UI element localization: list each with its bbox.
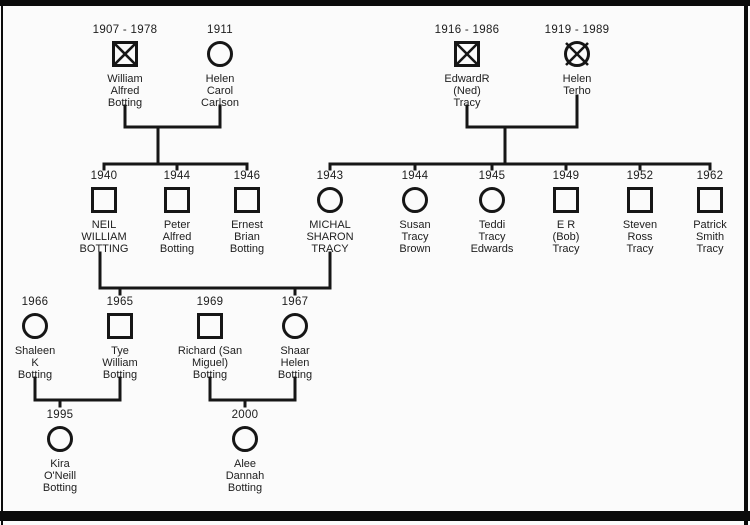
birth-year: 1946 (233, 170, 261, 182)
birth-year: 1916 - 1986 (434, 24, 500, 36)
birth-year: 1949 (552, 170, 580, 182)
scan-border-left (1, 0, 3, 525)
deceased-x-icon (564, 41, 590, 67)
person-ernest-botting (199, 170, 295, 255)
birth-year: 1962 (696, 170, 724, 182)
female-symbol-icon (22, 313, 48, 339)
male-deceased-symbol-icon (112, 41, 138, 67)
birth-year: 1995 (46, 409, 74, 421)
person-richard-botting (162, 296, 258, 381)
person-name: Shaar Helen Botting (277, 345, 313, 381)
symbol-wrap (0, 309, 83, 343)
male-symbol-icon (627, 187, 653, 213)
birth-year: 1945 (478, 170, 506, 182)
symbol-wrap (199, 183, 295, 217)
deceased-x-icon (112, 41, 138, 67)
person-name: MICHAL SHARON TRACY (306, 219, 354, 255)
scan-border-right (744, 0, 748, 525)
scan-border-bottom (0, 511, 750, 521)
birth-year: 1952 (626, 170, 654, 182)
birth-year: 1967 (281, 296, 309, 308)
male-symbol-icon (553, 187, 579, 213)
person-name: Patrick Smith Tracy (693, 219, 727, 255)
symbol-wrap (172, 37, 268, 71)
person-name: Helen Carol Carlson (201, 73, 239, 109)
birth-year: 1940 (90, 170, 118, 182)
birth-year: 1944 (401, 170, 429, 182)
male-symbol-icon (697, 187, 723, 213)
person-name: Alee Dannah Botting (225, 458, 265, 494)
male-symbol-icon (164, 187, 190, 213)
male-symbol-icon (234, 187, 260, 213)
scan-border-top (0, 0, 750, 6)
female-deceased-symbol-icon (564, 41, 590, 67)
female-symbol-icon (232, 426, 258, 452)
symbol-wrap (662, 183, 750, 217)
birth-year: 1966 (21, 296, 49, 308)
person-shaleen-botting (0, 296, 83, 381)
birth-year: 1944 (163, 170, 191, 182)
symbol-wrap (419, 37, 515, 71)
female-symbol-icon (317, 187, 343, 213)
birth-year: 1969 (196, 296, 224, 308)
person-patrick-tracy (662, 170, 750, 255)
person-name: Teddi Tracy Edwards (470, 219, 514, 255)
person-name: Susan Tracy Brown (399, 219, 431, 255)
person-name: Richard (San Miguel) Botting (177, 345, 243, 381)
female-symbol-icon (402, 187, 428, 213)
person-name: William Alfred Botting (107, 73, 143, 109)
birth-year: 1965 (106, 296, 134, 308)
person-edward-tracy (419, 24, 515, 109)
female-symbol-icon (282, 313, 308, 339)
person-tye-botting (72, 296, 168, 381)
symbol-wrap (12, 422, 108, 456)
birth-year: 2000 (231, 409, 259, 421)
person-name: E R (Bob) Tracy (552, 219, 580, 255)
symbol-wrap (72, 309, 168, 343)
person-name: NEIL WILLIAM BOTTING (79, 219, 129, 255)
person-name: Steven Ross Tracy (622, 219, 658, 255)
symbol-wrap (529, 37, 625, 71)
symbol-wrap (162, 309, 258, 343)
male-symbol-icon (107, 313, 133, 339)
symbol-wrap (197, 422, 293, 456)
person-name: Peter Alfred Botting (159, 219, 195, 255)
person-name: Kira O'Neill Botting (42, 458, 78, 494)
person-name: Shaleen K Botting (14, 345, 56, 381)
birth-year: 1943 (316, 170, 344, 182)
male-symbol-icon (91, 187, 117, 213)
symbol-wrap (77, 37, 173, 71)
person-name: EdwardR (Ned) Tracy (444, 73, 490, 109)
female-symbol-icon (479, 187, 505, 213)
male-deceased-symbol-icon (454, 41, 480, 67)
person-name: Tye William Botting (102, 345, 138, 381)
person-kira-botting (12, 409, 108, 494)
female-symbol-icon (207, 41, 233, 67)
birth-year: 1919 - 1989 (544, 24, 610, 36)
person-name: Helen Terho (562, 73, 592, 97)
female-symbol-icon (47, 426, 73, 452)
male-symbol-icon (197, 313, 223, 339)
person-shaar-botting (247, 296, 343, 381)
person-name: Ernest Brian Botting (229, 219, 265, 255)
symbol-wrap (247, 309, 343, 343)
person-michal-tracy (282, 170, 378, 255)
person-william-botting (77, 24, 173, 109)
deceased-x-icon (454, 41, 480, 67)
birth-year: 1911 (207, 24, 233, 36)
person-helen-carlson (172, 24, 268, 109)
symbol-wrap (282, 183, 378, 217)
person-helen-terho (529, 24, 625, 97)
person-alee-botting (197, 409, 293, 494)
birth-year: 1907 - 1978 (92, 24, 158, 36)
